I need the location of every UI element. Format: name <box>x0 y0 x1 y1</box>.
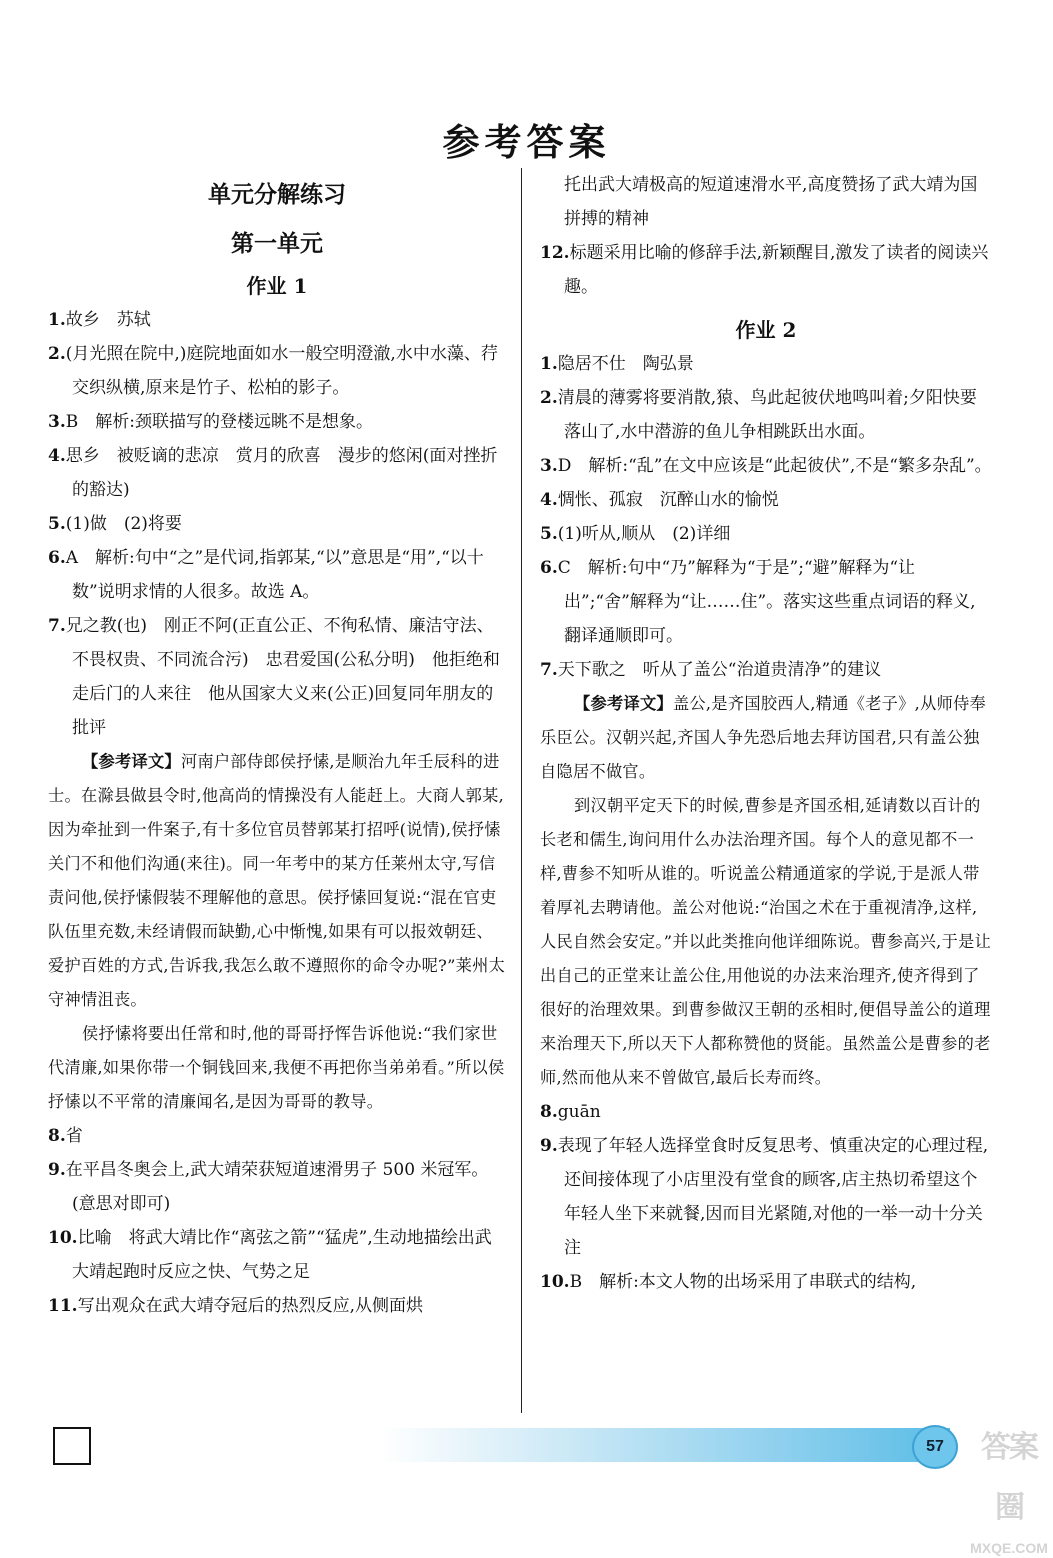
answer-text: B 解析:颈联描写的登楼远眺不是想象。 <box>65 412 373 432</box>
homework-heading: 作业 2 <box>735 318 797 342</box>
answer-item <box>48 507 506 541</box>
answer-number: 7. <box>48 616 66 636</box>
page-number: 57 <box>912 1425 958 1469</box>
answer-number: 3. <box>48 412 66 432</box>
answer-list <box>48 1119 506 1323</box>
footer-band <box>380 1428 950 1462</box>
homework-heading: 作业 1 <box>246 274 308 298</box>
answer-number: 4. <box>48 446 66 466</box>
answer-text: 省 <box>65 1126 83 1146</box>
answer-number: 10. <box>540 1272 570 1292</box>
answer-item <box>48 1289 506 1323</box>
answer-text: C 解析:句中“乃”解释为“于是”;“避”解释为“让出”;“舍”解释为“让……住”。落实这些重点词语的释义,翻译通顺即可。 <box>557 558 976 646</box>
answer-text: 隐居不仕 陶弘景 <box>557 354 694 374</box>
answer-text: 标题采用比喻的修辞手法,新颖醒目,激发了读者的阅读兴趣。 <box>564 243 989 297</box>
answer-number: 3. <box>540 456 558 476</box>
answer-number: 12. <box>540 243 570 263</box>
translation-paragraph: 到汉朝平定天下的时候,曹参是齐国丞相,延请数以百计的长老和儒生,询问用什么办法治理齐国。每个人的意见都不一样,曹参不知听从谁的。听说盖公精通道家的学说,于是派人带着厚礼去聘请他。盖公对他说:“治国之术在于重视清净,这样,人民自然会安定。”并以此类推向他详细陈说。曹参高兴,于是让出自己的正堂来让盖公住,用他说的办法来治理齐,使齐得到了很好的治理效果。到曹参做汉王朝的丞相时,便倡导盖公的道理来治理天下,所以天下人都称赞他的贤能。虽然盖公是曹参的老师,然而他从来不曾做官,最后长寿而终。 <box>540 796 992 1087</box>
answer-list <box>540 347 992 687</box>
answer-continuation: 托出武大靖极高的短道速滑水平,高度赞扬了武大靖为国拼搏的精神 <box>564 175 978 229</box>
answer-text: B 解析:本文人物的出场采用了串联式的结构, <box>569 1272 917 1292</box>
answer-number: 6. <box>48 548 66 568</box>
answer-text: 写出观众在武大靖夺冠后的热烈反应,从侧面烘 <box>77 1296 423 1316</box>
left-column <box>48 168 506 1323</box>
answer-text: 清晨的薄雾将要消散,猿、鸟此起彼伏地鸣叫着;夕阳快要落山了,水中潜游的鱼儿争相跳跃出水面。 <box>557 388 977 442</box>
answer-number: 9. <box>48 1160 66 1180</box>
translation-tag: 【参考译文】 <box>82 752 181 771</box>
answer-number: 10. <box>48 1228 78 1248</box>
answer-item <box>540 1095 992 1129</box>
answer-list <box>48 303 506 745</box>
checkbox-square <box>53 1427 91 1465</box>
answer-text: (1)做 (2)将要 <box>65 514 182 534</box>
column-divider <box>521 168 522 1413</box>
watermark-site: MXQE.COM <box>970 1540 1048 1556</box>
answer-number: 11. <box>48 1296 78 1316</box>
answer-item <box>540 449 992 483</box>
translation-paragraph: 侯抒愫将要出任常和时,他的哥哥抒恽告诉他说:“我们家世代清廉,如果你带一个铜钱回来,我便不再把你当弟弟看。”所以侯抒愫以不平常的清廉闻名,是因为哥哥的教导。 <box>48 1024 505 1111</box>
translation-text: 河南户部侍郎侯抒愫,是顺治九年壬辰科的进士。在滁县做县令时,他高尚的情操没有人能赶上。大商人郭某,因为牵扯到一件案子,有十多位官员替郭某打招呼(说情),侯抒愫关门不和他们沟通(来往)。同一年考中的某方任莱州太守,写信责问他,侯抒愫假装不理解他的意思。侯抒愫回复说:“混在官吏队伍里充数,未经请假而缺勤,心中惭愧,如果有可以报效朝廷、爱护百姓的方式,告诉我,我怎么敢不遵照你的命令办呢?”莱州太守神情沮丧。 <box>48 752 506 1009</box>
answer-item <box>540 483 992 517</box>
answer-number: 2. <box>540 388 558 408</box>
answer-text: 兄之教(也) 刚正不阿(正直公正、不徇私情、廉洁守法、不畏权贵、不同流合污) 忠君爱国(公私分明) 他拒绝和走后门的人来往 他从国家大义来(公正)回复同年朋友的批评 <box>65 616 500 738</box>
answer-list <box>540 236 992 304</box>
answer-number: 5. <box>48 514 66 534</box>
answer-number: 4. <box>540 490 558 510</box>
answer-item <box>48 405 506 439</box>
watermark-logo-text: 答案圈 <box>981 1431 1037 1524</box>
answer-text: D 解析:“乱”在文中应该是“此起彼伏”,不是“繁多杂乱”。 <box>557 456 992 476</box>
answer-item <box>540 517 992 551</box>
answer-item <box>48 1119 506 1153</box>
answer-text: (1)听从,顺从 (2)详细 <box>557 524 731 544</box>
right-column <box>540 168 992 1299</box>
answer-number: 7. <box>540 660 558 680</box>
answer-item <box>540 236 992 304</box>
page-title: 参考答案 <box>442 120 611 164</box>
answer-item <box>48 303 506 337</box>
answer-number: 8. <box>48 1126 66 1146</box>
answer-item <box>48 439 506 507</box>
answer-text: 惆怅、孤寂 沉醉山水的愉悦 <box>557 490 779 510</box>
translation-paragraph <box>48 745 506 1017</box>
watermark-logo <box>968 1418 1050 1556</box>
answer-text: 比喻 将武大靖比作“离弦之箭”“猛虎”,生动地描绘出武大靖起跑时反应之快、气势之足 <box>72 1228 492 1282</box>
answer-item <box>48 609 506 745</box>
answer-number: 9. <box>540 1136 558 1156</box>
answer-item <box>540 551 992 653</box>
translation-text: 盖公,是齐国胶西人,精通《老子》,从师侍奉乐臣公。汉朝兴起,齐国人争先恐后地去拜访国君,只有盖公独自隐居不做官。 <box>540 694 987 781</box>
answer-number: 1. <box>540 354 558 374</box>
answer-item <box>540 653 992 687</box>
answer-item <box>48 1221 506 1289</box>
answer-number: 2. <box>48 344 66 364</box>
answer-item <box>540 1129 992 1265</box>
answer-text: 思乡 被贬谪的悲凉 赏月的欣喜 漫步的悠闲(面对挫折的豁达) <box>65 446 498 500</box>
translation-tag: 【参考译文】 <box>574 694 673 713</box>
answer-text: guān <box>557 1102 601 1122</box>
answer-text: 故乡 苏轼 <box>65 310 151 330</box>
answer-text: 表现了年轻人选择堂食时反复思考、慎重决定的心理过程,还间接体现了小店里没有堂食的顾客,店主热切希望这个年轻人坐下来就餐,因而目光紧随,对他的一举一动十分关注 <box>557 1136 989 1258</box>
answer-item <box>540 381 992 449</box>
answer-number: 5. <box>540 524 558 544</box>
translation-paragraph <box>540 687 992 789</box>
answer-item <box>48 337 506 405</box>
answer-number: 1. <box>48 310 66 330</box>
answer-item <box>48 541 506 609</box>
answer-number: 8. <box>540 1102 558 1122</box>
answer-item <box>540 347 992 381</box>
answer-number: 6. <box>540 558 558 578</box>
answer-text: 天下歌之 听从了盖公“治道贵清净”的建议 <box>557 660 882 680</box>
answer-item <box>48 1153 506 1221</box>
answer-item <box>540 1265 992 1299</box>
unit-heading: 第一单元 <box>231 230 323 257</box>
answer-text: (月光照在院中,)庭院地面如水一般空明澄澈,水中水藻、荇交织纵横,原来是竹子、松柏的影子。 <box>65 344 498 398</box>
answer-text: A 解析:句中“之”是代词,指郭某,“以”意思是“用”,“以十数”说明求情的人很多。故选 A。 <box>65 548 484 602</box>
section-heading: 单元分解练习 <box>208 181 346 208</box>
answer-list <box>540 1095 992 1299</box>
answer-text: 在平昌冬奥会上,武大靖荣获短道速滑男子 500 米冠军。(意思对即可) <box>65 1160 489 1214</box>
